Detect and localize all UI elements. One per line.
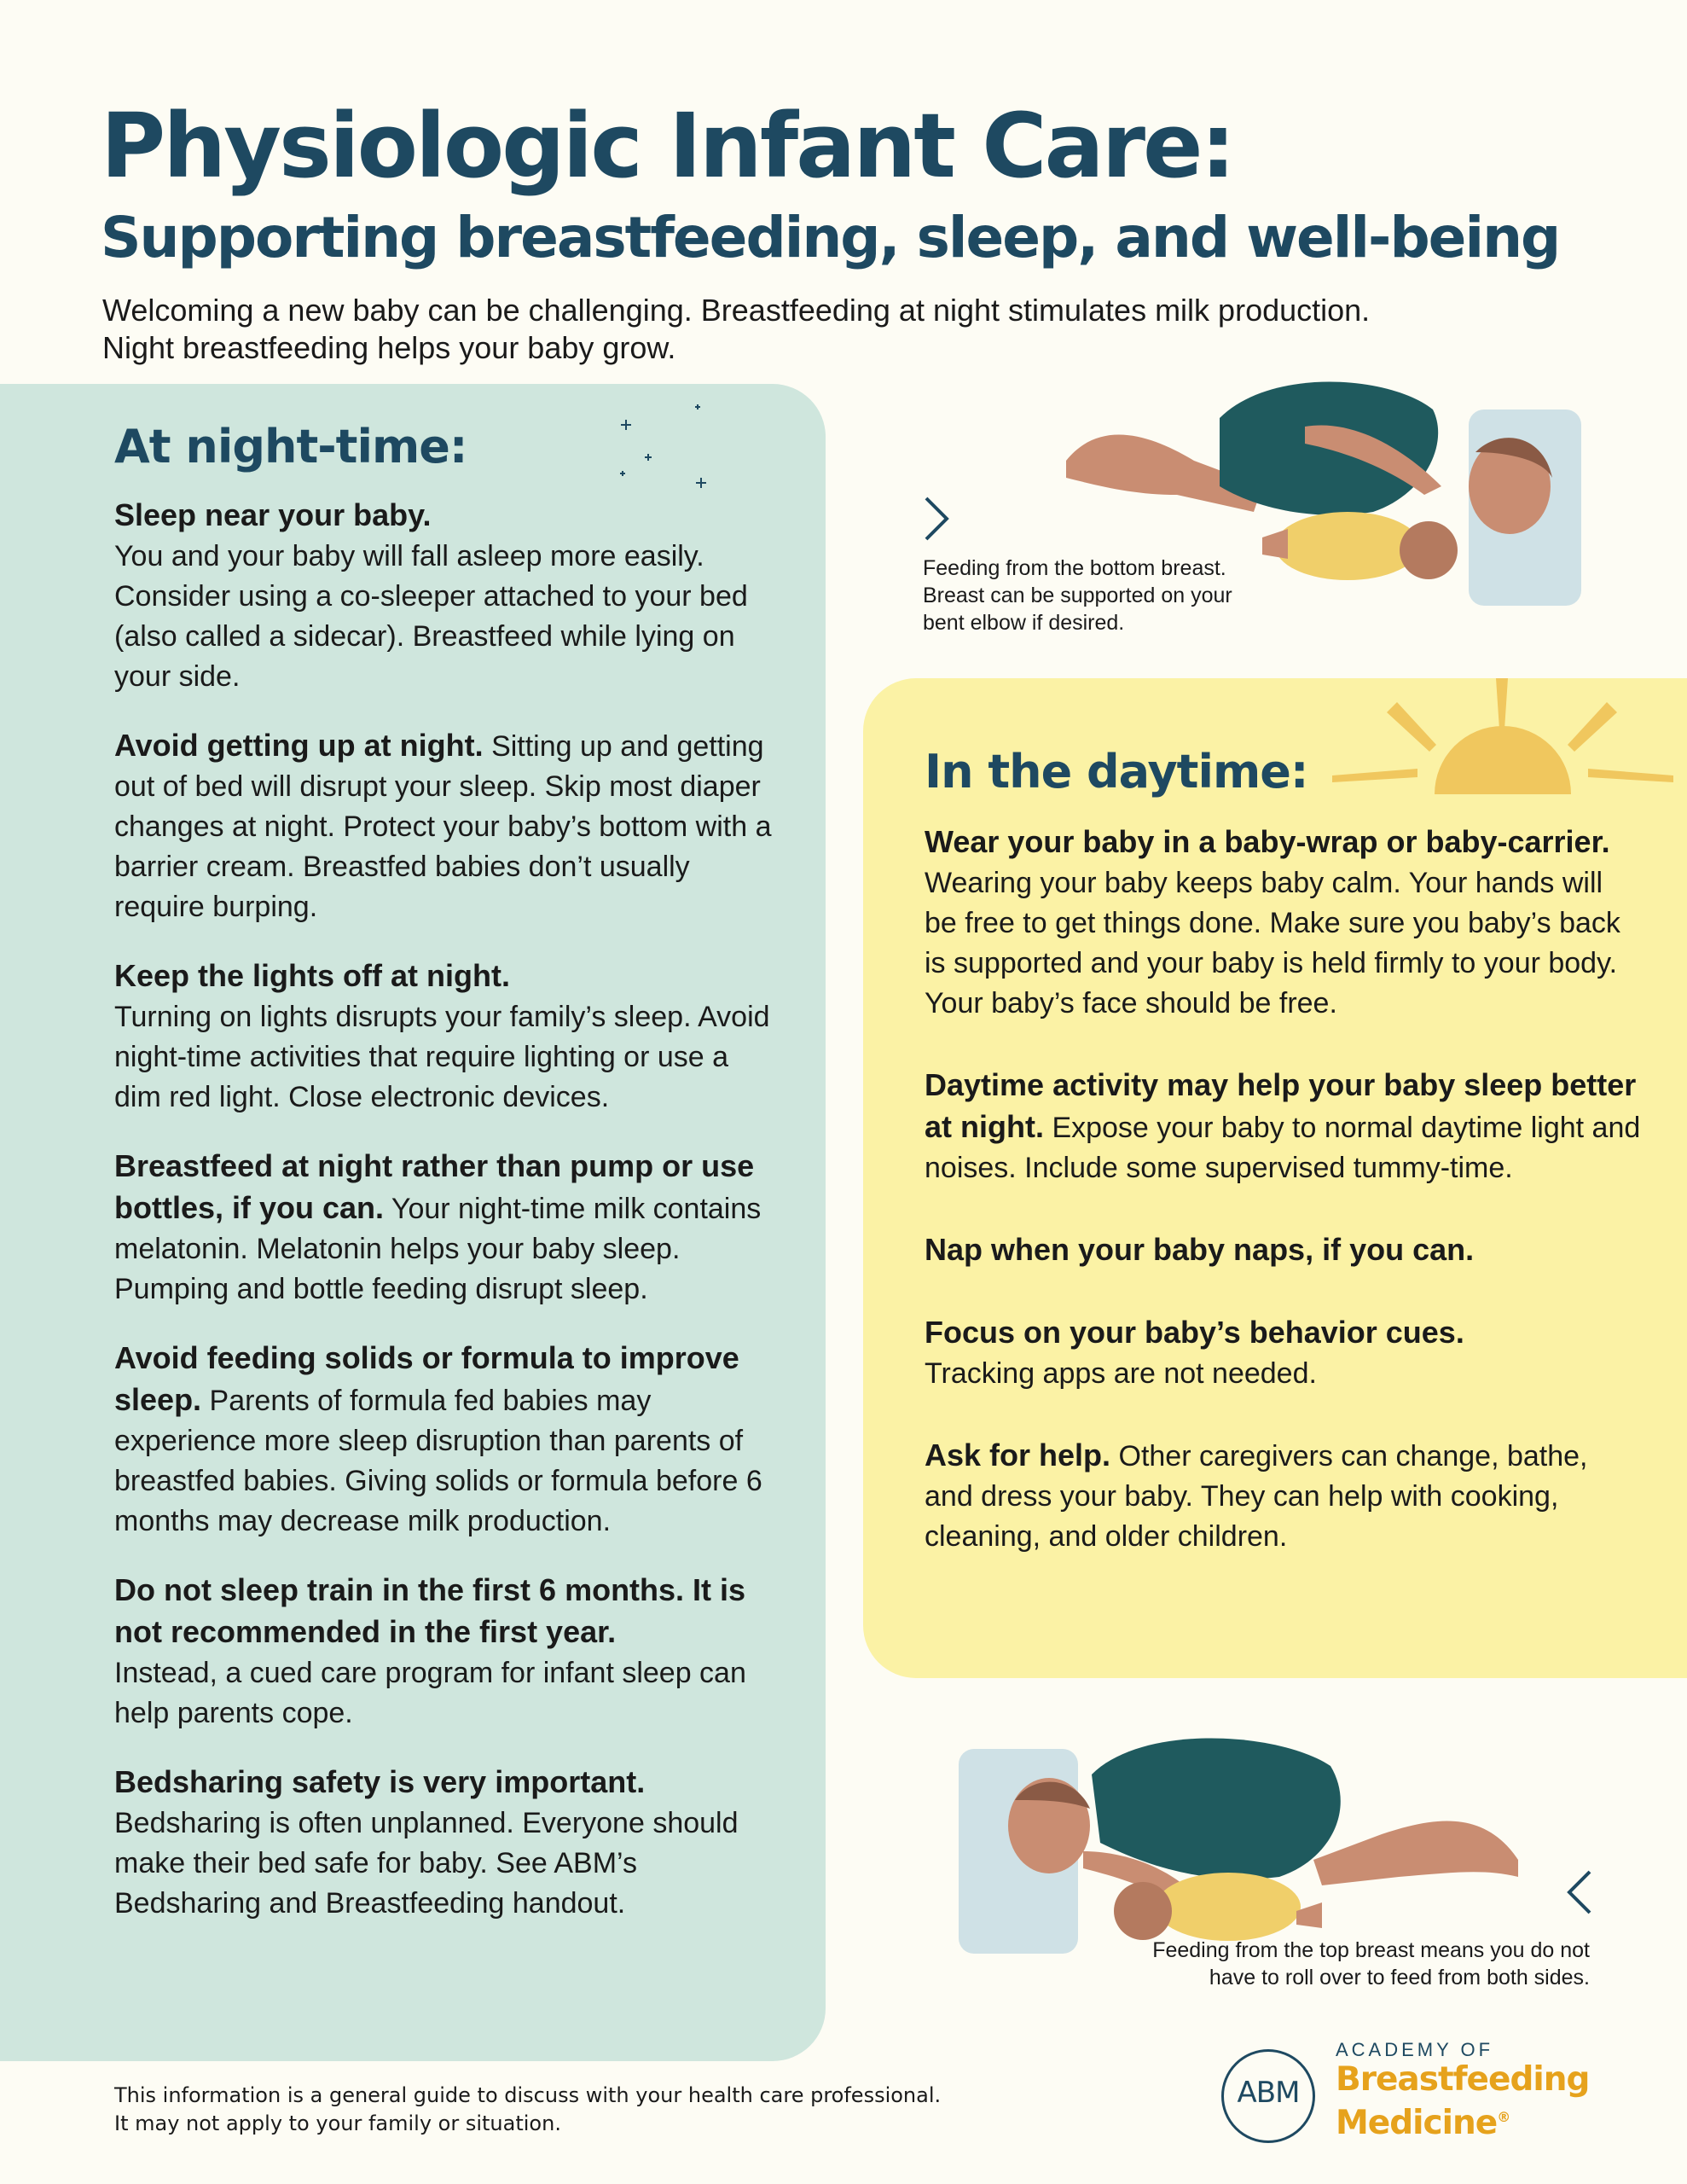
night-time-list	[114, 495, 780, 1952]
caption-line: Breast can be supported on your	[923, 584, 1232, 607]
intro-line: Night breastfeeding helps your baby grow.	[102, 330, 676, 365]
list-item: Avoid getting up at night. Sitting up and getting out of bed will disrupt your sleep. Skip most diaper changes at night. Protect your baby’s bottom with a barrier cream. Breastfed babies don’t usually require burping.	[114, 728, 772, 923]
abm-logo	[1221, 2039, 1631, 2150]
list-item: Nap when your baby naps, if you can.	[925, 1232, 1475, 1267]
caption-line: Feeding from the bottom breast.	[923, 556, 1226, 580]
caption-line: Feeding from the top breast means you do not	[1152, 1938, 1590, 1962]
list-item: Keep the lights off at night. Turning on lights disrupts your family’s sleep. Avoid night-time activities that require lighting or use a dim red light. Close electronic devices.	[114, 958, 770, 1113]
list-item: Wear your baby in a baby-wrap or baby-carrier. Wearing your baby keeps baby calm. Your hands will be free to get things done. Make sure you baby’s back is supported and your baby is held firmly to your body. Your baby’s face should be free.	[925, 824, 1620, 1019]
chevron-right-icon	[921, 495, 952, 543]
intro-line: Welcoming a new baby can be challenging. Breastfeeding at night stimulates milk production.	[102, 293, 1371, 328]
list-item: Focus on your baby’s behavior cues. Tracking apps are not needed.	[925, 1315, 1464, 1390]
chevron-left-icon	[1564, 1868, 1595, 1916]
disclaimer-footer	[114, 2082, 941, 2138]
daytime-heading: In the daytime:	[925, 745, 1308, 799]
disclaimer-line: It may not apply to your family or situation.	[114, 2111, 561, 2135]
night-time-panel	[0, 384, 826, 2061]
caption-line: bent elbow if desired.	[923, 611, 1125, 635]
top-breast-caption	[1023, 1937, 1590, 1991]
intro-text	[102, 292, 1603, 367]
list-item: Avoid feeding solids or formula to improve sleep. Parents of formula fed babies may experience more sleep disruption than parents of breastfed babies. Giving solids or formula before 6 months may decrease milk production.	[114, 1340, 762, 1537]
disclaimer-line: This information is a general guide to discuss with your health care professional.	[114, 2083, 942, 2107]
list-item: Ask for help. Other caregivers can change, bathe, and dress your baby. They can help with cooking, cleaning, and older children.	[925, 1438, 1588, 1553]
list-item: Do not sleep train in the first 6 months. It is not recommended in the first year. Instead, a cued care program for infant sleep can help parents cope.	[114, 1572, 746, 1729]
page-subtitle: Supporting breastfeeding, sleep, and well-being	[101, 205, 1560, 270]
caption-line: have to roll over to feed from both sides.	[1209, 1966, 1590, 1989]
list-item: Breastfeed at night rather than pump or use bottles, if you can. Your night-time milk contains melatonin. Melatonin helps your baby sleep. Pumping and bottle feeding disrupt sleep.	[114, 1148, 762, 1305]
bottom-breast-caption	[923, 555, 1232, 636]
logo-abbreviation: ABM	[1237, 2076, 1300, 2110]
daytime-panel	[863, 678, 1687, 1678]
logo-name-line1: Breastfeeding	[1336, 2060, 1590, 2099]
list-item: Sleep near your baby. You and your baby will fall asleep more easily. Consider using a co-sleeper attached to your bed (also called a sidecar). Breastfeed while lying on your side.	[114, 497, 748, 693]
daytime-list	[925, 822, 1641, 1598]
page-title: Physiologic Infant Care:	[101, 94, 1234, 198]
logo-name	[1336, 2061, 1589, 2142]
list-item: Daytime activity may help your baby sleep better at night. Expose your baby to normal daytime light and noises. Include some supervised tummy-time.	[925, 1067, 1641, 1184]
list-item: Bedsharing safety is very important. Bedsharing is often unplanned. Everyone should make their bed safe for baby. See ABM’s Bedsharing and Breastfeeding handout.	[114, 1764, 739, 1920]
moon-icon	[606, 401, 708, 495]
registered-mark: ®	[1497, 2109, 1510, 2125]
sun-icon	[1315, 678, 1687, 798]
logo-name-line2: Medicine	[1336, 2104, 1498, 2142]
night-time-heading: At night-time:	[114, 420, 467, 473]
logo-tagline: ACADEMY OF	[1336, 2039, 1494, 2060]
